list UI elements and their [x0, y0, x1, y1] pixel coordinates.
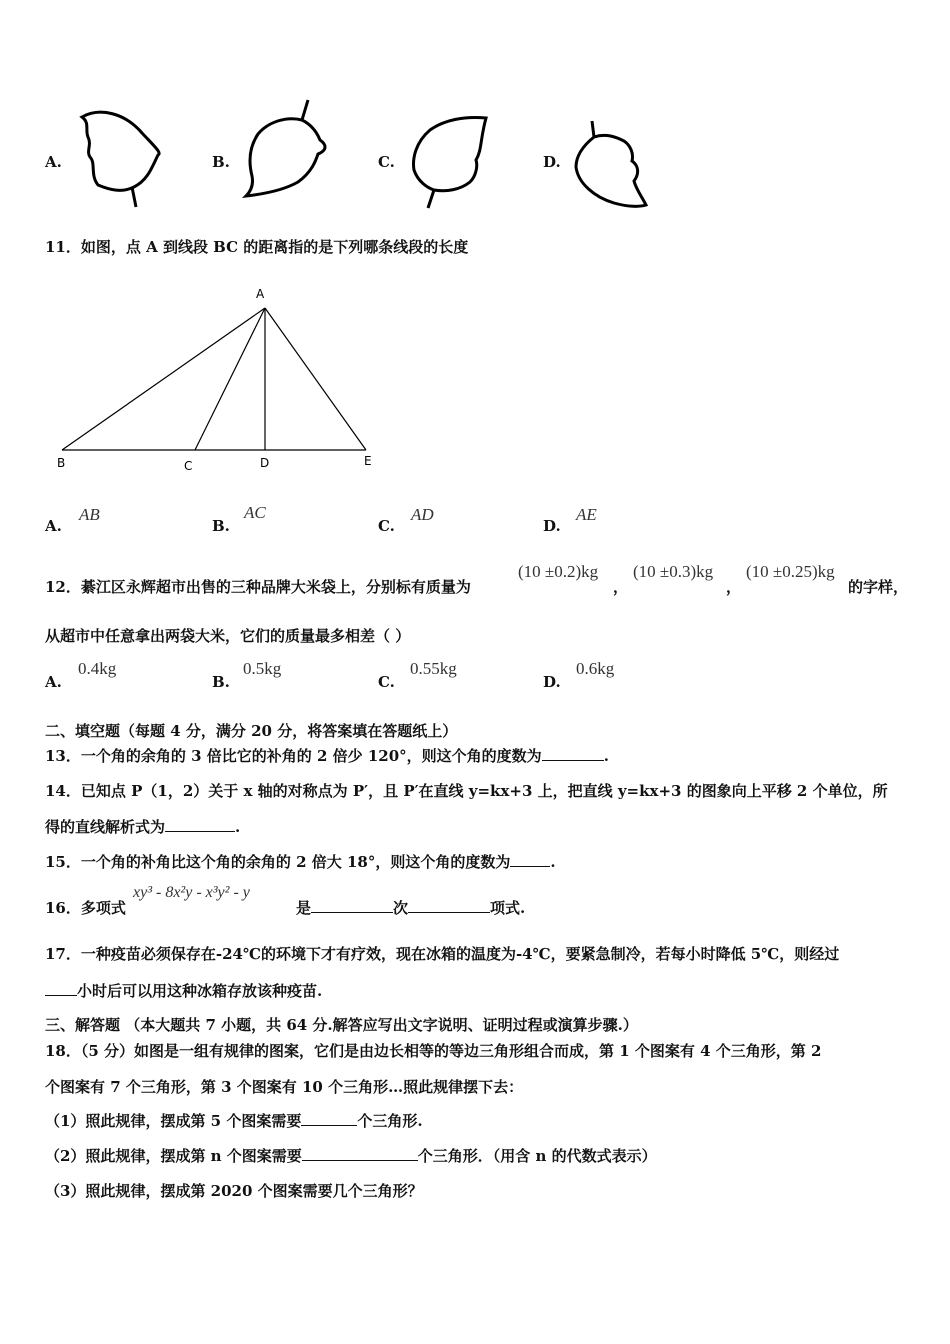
q12-option-a-letter: A.: [45, 673, 62, 691]
q16-terms-blank[interactable]: [408, 898, 490, 913]
label-c: C: [184, 459, 193, 473]
q14-line-2-text: 得的直线解析式为: [45, 818, 166, 836]
label-e: E: [364, 454, 372, 468]
q18-part-2-blank[interactable]: [302, 1146, 418, 1161]
q18-part-3: （3）照此规律，摆成第 2020 个图案需要几个三角形？: [45, 1182, 423, 1200]
q12-sep-1: ，: [613, 578, 629, 596]
q10-option-c-label: C.: [378, 153, 395, 171]
q11-option-a-letter: A.: [45, 517, 62, 535]
q10-option-a-label: A.: [45, 153, 62, 171]
q13-line: [45, 745, 609, 766]
q12-line-2: 从超市中任意拿出两袋大米，它们的质量最多相差（ ）: [45, 627, 411, 645]
q16-rest: [296, 897, 525, 918]
q16-degree-blank[interactable]: [311, 898, 393, 913]
q11-option-d-value: AE: [576, 505, 597, 524]
q18-part-1: [45, 1110, 423, 1131]
q11-option-a-value: AB: [79, 505, 100, 524]
q11-option-d-letter: D.: [543, 517, 561, 535]
q11-option-b-value: AC: [244, 503, 266, 522]
q18-line-2: 个图案有 7 个三角形，第 3 个图案有 10 个三角形…照此规律摆下去：: [45, 1078, 524, 1096]
q14-end: .: [235, 818, 241, 836]
q10-option-d-label: D.: [543, 153, 561, 171]
q10-option-b-label: B.: [212, 153, 230, 171]
q16-mid-1: 是: [296, 899, 312, 917]
q16-prefix: 16．多项式: [45, 899, 126, 917]
q11-option-c-letter: C.: [378, 517, 395, 535]
q17-line-2: [45, 980, 322, 1001]
q18-part-1-text: （1）照此规律，摆成第 5 个图案需要: [45, 1112, 302, 1130]
q18-part-1-end: 个三角形.: [357, 1112, 423, 1130]
section-2-heading: 二、填空题（每题 4 分，满分 20 分，将答案填在答题纸上）: [45, 722, 458, 740]
q10-option-b-leaf-icon: [236, 98, 336, 208]
q12-mass-1: (10 ±0.2)kg: [518, 562, 599, 581]
q14-line-2: [45, 816, 240, 837]
q12-option-c-letter: C.: [378, 673, 395, 691]
q16-polynomial: xy³ - 8x²y - x³y² - y: [133, 884, 250, 901]
q15-answer-blank[interactable]: [510, 852, 550, 867]
q12-text-a: 12．綦江区永辉超市出售的三种品牌大米袋上，分别标有质量为: [45, 578, 471, 596]
q10-option-c-leaf-icon: [404, 110, 504, 210]
q12-option-b-value: 0.5kg: [243, 659, 282, 678]
q12-option-c-value: 0.55kg: [410, 659, 457, 678]
q12-sep-2: ，: [726, 578, 742, 596]
q12-option-d-letter: D.: [543, 673, 561, 691]
q12-mass-2: (10 ±0.3)kg: [633, 562, 714, 581]
q14-line-1: 14．已知点 P（1，2）关于 x 轴的对称点为 P′，且 P′在直线 y=kx+3 上，把直线 y=kx+3 的图象向上平移 2 个单位，所: [45, 782, 888, 800]
q15-line: [45, 851, 556, 872]
q11-triangle-figure: [40, 282, 400, 477]
q18-part-2-end: 个三角形．（用含 n 的代数式表示）: [417, 1147, 657, 1165]
q11-option-b-letter: B.: [212, 517, 230, 535]
q18-part-2: [45, 1145, 657, 1166]
q12-option-b-letter: B.: [212, 673, 230, 691]
label-d: D: [260, 456, 270, 470]
q12-mass-3: (10 ±0.25)kg: [746, 562, 835, 581]
q13-end: .: [603, 747, 609, 765]
q16-mid-2: 次: [393, 899, 409, 917]
q17-line-1: 17．一种疫苗必须保存在-24℃的环境下才有疗效，现在冰箱的温度为-4℃，要紧急制冷，若每小时降低 5℃，则经过: [45, 945, 840, 963]
q16-end: 项式.: [490, 899, 526, 917]
q15-text: 15．一个角的补角比这个角的余角的 2 倍大 18°，则这个角的度数为: [45, 853, 511, 871]
q12-option-a-value: 0.4kg: [78, 659, 117, 678]
q11-option-c-value: AD: [411, 505, 434, 524]
q10-option-d-leaf-icon: [566, 115, 656, 215]
q18-part-2-text: （2）照此规律，摆成第 n 个图案需要: [45, 1147, 302, 1165]
q10-option-a-leaf-icon: [70, 105, 170, 210]
q14-answer-blank[interactable]: [165, 817, 235, 832]
q11-text: 11．如图，点 A 到线段 BC 的距离指的是下列哪条线段的长度: [45, 238, 469, 256]
q18-part-1-blank[interactable]: [301, 1111, 357, 1126]
q12-text-b: 的字样，: [848, 578, 909, 596]
q12-option-d-value: 0.6kg: [576, 659, 615, 678]
q18-line-1: 18．（5 分）如图是一组有规律的图案，它们是由边长相等的等边三角形组合而成，第 1 个图案有 4 个三角形，第 2: [45, 1042, 822, 1060]
q15-end: .: [550, 853, 556, 871]
q13-text: 13．一个角的余角的 3 倍比它的补角的 2 倍少 120°，则这个角的度数为: [45, 747, 542, 765]
q17-line-2-text: 小时后可以用这种冰箱存放该种疫苗.: [77, 982, 323, 1000]
q17-answer-blank[interactable]: [45, 981, 77, 996]
section-3-heading: 三、解答题 （本大题共 7 小题，共 64 分.解答应写出文字说明、证明过程或演算步骤.）: [45, 1016, 638, 1034]
q13-answer-blank[interactable]: [542, 746, 604, 761]
label-a: A: [256, 287, 265, 301]
label-b: B: [57, 456, 66, 470]
